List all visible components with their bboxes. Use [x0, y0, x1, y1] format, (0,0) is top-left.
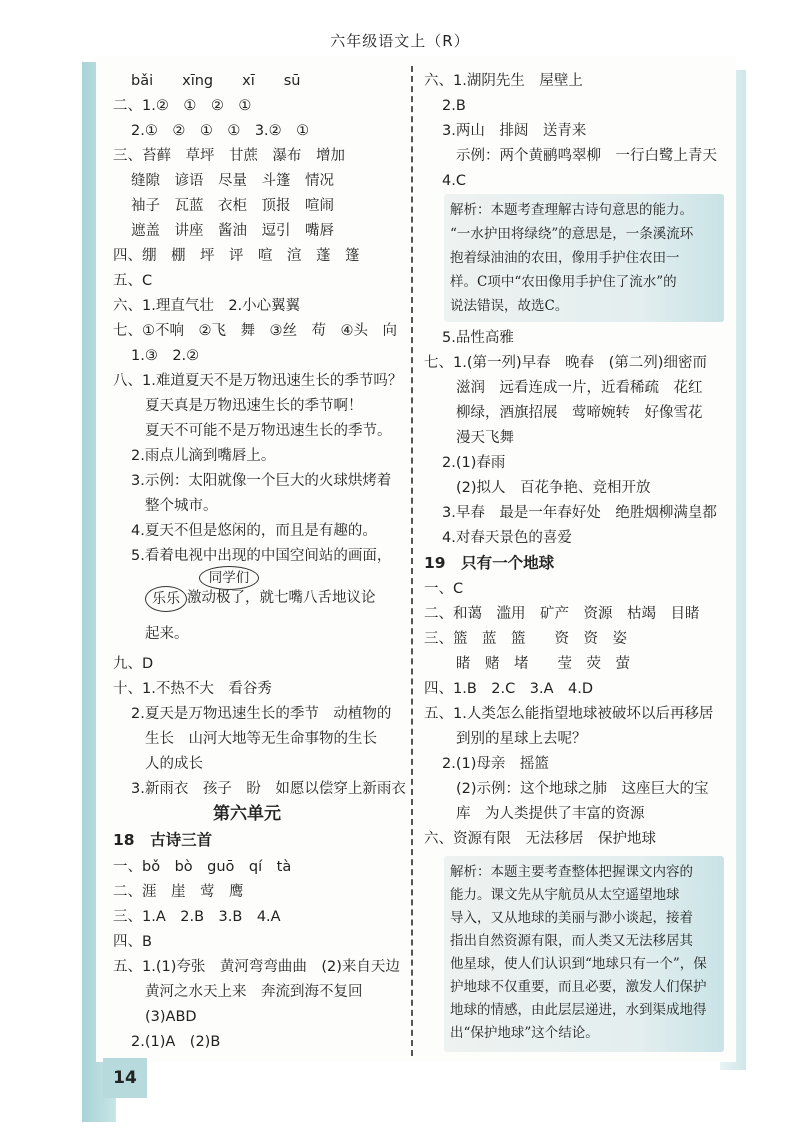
circled-word: 乐乐 — [145, 586, 187, 612]
answer-line: 3.新雨衣 孩子 盼 如愿以偿穿上新雨衣 — [131, 781, 406, 797]
answer-line: 袖子 瓦蓝 衣柜 顶报 喧闹 — [131, 198, 334, 214]
answer-line: 柳绿，酒旗招展 莺啼婉转 好像雪花 — [456, 405, 703, 421]
answer-line: 生长 山河大地等无生命事物的生长 — [145, 731, 377, 747]
analysis-line: “一水护田将绿绕”的意思是，一条溪流环 — [450, 226, 694, 242]
analysis-line: 说法错误，故选C。 — [450, 298, 569, 314]
analysis-box — [444, 194, 724, 322]
answer-line: 人的成长 — [145, 756, 203, 772]
answer-line: 九、D — [113, 656, 154, 672]
page-header: 六年级语文上（R） — [330, 32, 470, 50]
analysis-line: 解析：本题考查理解古诗句意思的能力。 — [450, 202, 693, 218]
answer-line: 起来。 — [145, 626, 189, 642]
analysis-line: 出“保护地球”这个结论。 — [450, 1025, 599, 1041]
section-title: 19 只有一个地球 — [424, 554, 555, 572]
answer-line: 二、涯 崖 莺 鹰 — [113, 884, 244, 900]
answer-line: 四、B — [113, 934, 152, 950]
answer-line: 3.早春 最是一年春好处 绝胜烟柳满皇都 — [442, 505, 717, 521]
answer-line: 3.两山 排闼 送青来 — [442, 123, 587, 139]
answer-line: 1.③ 2.② — [131, 348, 200, 364]
answer-line: 2.B — [442, 98, 466, 114]
answer-line: 5.品性高雅 — [442, 330, 514, 346]
answer-line: 五、C — [113, 273, 153, 289]
answer-line: 五、1.人类怎么能指望地球被破坏以后再移居 — [424, 706, 714, 722]
unit-title: 第六单元 — [213, 804, 281, 824]
answer-line: 五、1.(1)夸张 黄河弯弯曲曲 (2)来自天边 — [113, 959, 400, 975]
answer-line: 遮盖 讲座 酱油 逗引 嘴唇 — [131, 223, 334, 239]
answer-line: 激动极了，就七嘴八舌地议论 — [187, 590, 376, 606]
answer-line: 4.夏天不但是悠闲的，而且是有趣的。 — [131, 523, 377, 539]
answer-line: 漫天飞舞 — [456, 430, 514, 446]
answer-line: 四、1.B 2.C 3.A 4.D — [424, 681, 593, 697]
answer-line: 四、绷 棚 坪 评 喧 渲 蓬 篷 — [113, 248, 360, 264]
analysis-box — [444, 856, 724, 1052]
analysis-line: 导入，又从地球的美丽与渺小谈起，接着 — [450, 910, 693, 926]
answer-line: 整个城市。 — [145, 498, 218, 514]
pinyin-line: bǎi xīng xī sū — [131, 73, 301, 89]
section-title: 18 古诗三首 — [113, 831, 213, 849]
answer-line: 三、1.A 2.B 3.B 4.A — [113, 909, 281, 925]
answer-line: 2.夏天是万物迅速生长的季节 动植物的 — [131, 706, 392, 722]
answer-line: 三、篮 蓝 篮 资 资 姿 — [424, 631, 627, 647]
answer-line: 一、bǒ bò guō qí tà — [113, 859, 292, 875]
insert-bubble: 同学们 — [199, 566, 259, 590]
answer-line: 3.示例：太阳就像一个巨大的火球烘烤着 — [131, 473, 392, 489]
answer-line: 2.(1)母亲 摇篮 — [442, 756, 549, 772]
answer-line: 十、1.不热不大 看谷秀 — [113, 681, 272, 697]
column-divider — [411, 66, 413, 1056]
answer-line: 一、C — [424, 581, 464, 597]
answer-line: 4.对春天景色的喜爱 — [442, 530, 572, 546]
answer-line: 七、1.(第一列)早春 晚春 (第二列)细密而 — [424, 355, 707, 371]
answer-line: 黄河之水天上来 奔流到海不复回 — [145, 984, 363, 1000]
analysis-line: 他星球，使人们认识到“地球只有一个”，保 — [450, 956, 707, 972]
answer-line: 夏天不可能不是万物迅速生长的季节。 — [145, 423, 392, 439]
answer-line: 2.(1)春雨 — [442, 455, 506, 471]
answer-line: 夏天真是万物迅速生长的季节啊！ — [145, 398, 363, 414]
answer-line: 三、苔藓 草坪 甘蔗 瀑布 增加 — [113, 148, 345, 164]
answer-line: (2)示例：这个地球之肺 这座巨大的宝 — [456, 781, 709, 797]
answer-line: 六、1.湖阴先生 屋壁上 — [424, 73, 583, 89]
answer-line: 2.① ② ① ① 3.② ① — [131, 123, 310, 139]
answer-line: 二、和蔼 滥用 矿产 资源 枯竭 目睹 — [424, 606, 700, 622]
answer-line: 2.雨点儿滴到嘴唇上。 — [131, 448, 276, 464]
answer-line: 二、1.② ① ② ① — [113, 98, 252, 114]
answer-line: 4.C — [442, 173, 466, 189]
answer-line: 七、①不响 ②飞 舞 ③丝 苟 ④头 向 — [113, 323, 397, 339]
analysis-line: 护地球不仅重要，而且必要，激发人们保护 — [450, 979, 707, 995]
answer-line: 滋润 远看连成一片，近看稀疏 花红 — [456, 380, 703, 396]
answer-line: 库 为人类提供了丰富的资源 — [456, 806, 645, 822]
answer-line: (3)ABD — [145, 1009, 197, 1025]
answer-line: 六、1.理直气壮 2.小心翼翼 — [113, 298, 301, 314]
answer-line: 八、1.难道夏天不是万物迅速生长的季节吗？ — [113, 373, 403, 389]
page-number: 14 — [103, 1058, 147, 1098]
answer-line: (2)拟人 百花争艳、竞相开放 — [456, 480, 651, 496]
analysis-line: 解析：本题主要考查整体把握课文内容的 — [450, 864, 693, 880]
answer-line: 2.(1)A (2)B — [131, 1034, 221, 1050]
analysis-line: 抱着绿油油的农田，像用手护住农田一 — [450, 250, 680, 266]
analysis-line: 指出自然资源有限，而人类又无法移居其 — [450, 933, 693, 949]
answer-line: 六、资源有限 无法移居 保护地球 — [424, 831, 656, 847]
answer-line: 缝隙 谚语 尽量 斗篷 情况 — [131, 173, 334, 189]
analysis-line: 地球的情感，由此层层递进，水到渠成地得 — [450, 1002, 707, 1018]
analysis-line: 能力。课文先从宇航员从太空遥望地球 — [450, 887, 680, 903]
answer-line: 睹 赌 堵 莹 荧 萤 — [456, 656, 630, 672]
analysis-line: 样。C项中“农田像用手护住了流水”的 — [450, 274, 677, 290]
answer-line: 到别的星球上去呢？ — [456, 731, 587, 747]
answer-line: 示例：两个黄鹂鸣翠柳 一行白鹭上青天 — [456, 148, 717, 164]
answer-line: 5.看着电视中出现的中国空间站的画面， — [131, 548, 392, 564]
